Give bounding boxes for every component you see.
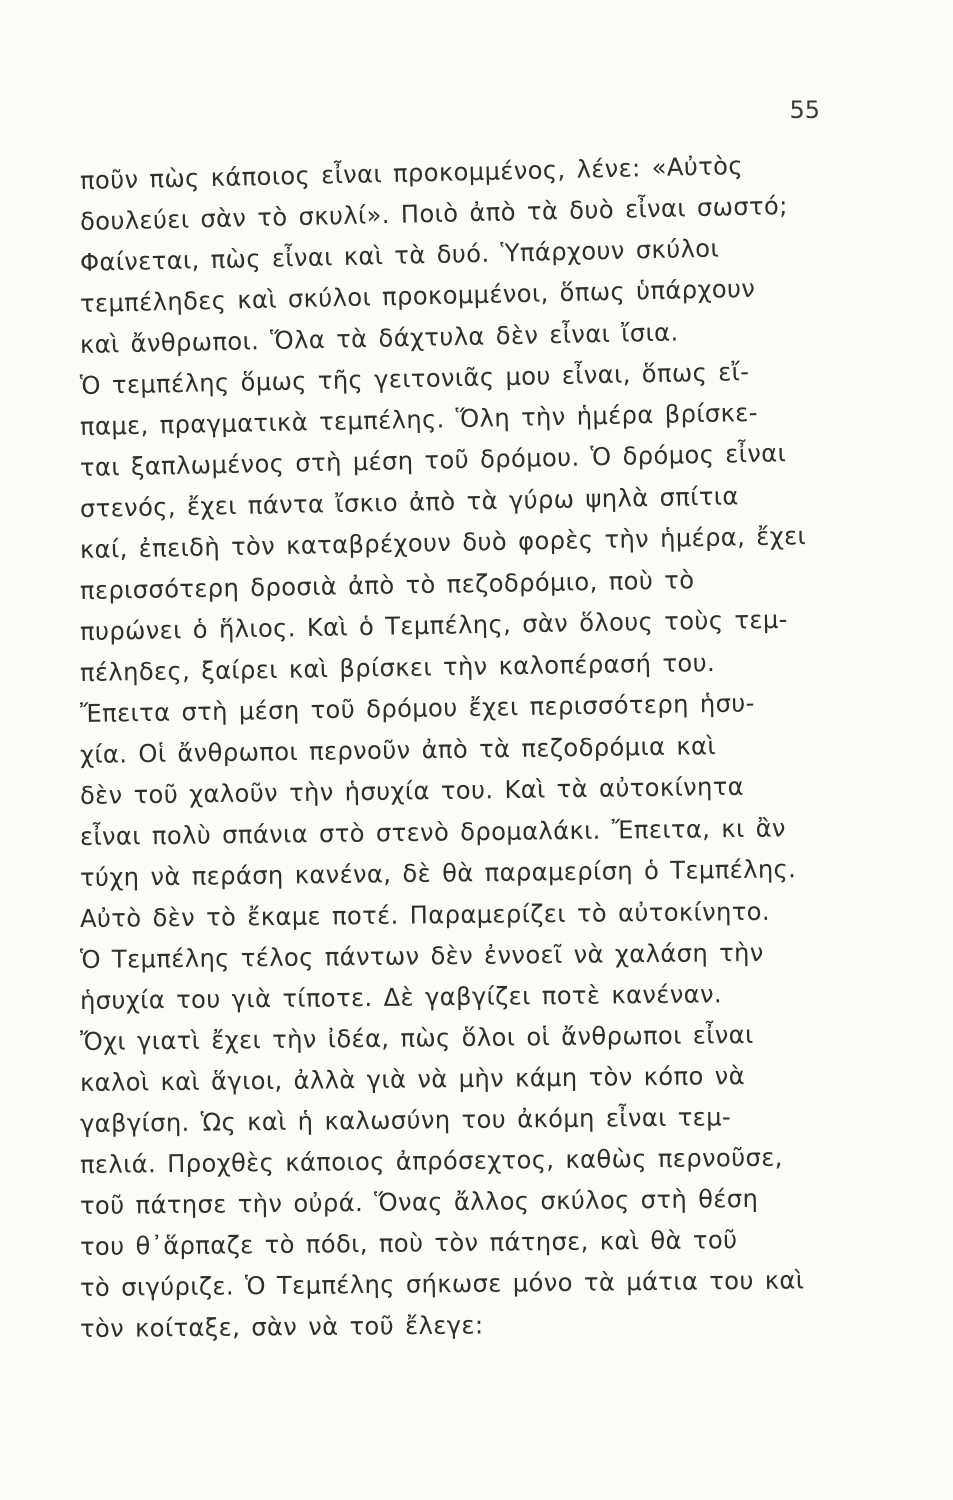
text-line: στενός, ἔχει πάντα ἴσκιο ἀπὸ τὰ γύρω ψηλὰ σπίτια (79, 481, 739, 523)
text-line: Ὁ τεμπέλης ὅμως τῆς γειτονιᾶς μου εἶναι, ὅπως εἴ- (79, 356, 750, 400)
text-line: περισσότερη δροσιὰ ἀπὸ τὸ πεζοδρόμιο, ποὺ τὸ (79, 565, 695, 605)
text-line: δουλεύει σὰν τὸ σκυλί». Ποιὸ ἀπὸ τὰ δυὸ εἶναι σωστό; (79, 190, 788, 236)
text-line: καί, ἐπειδὴ τὸν καταβρέχουν δυὸ φορὲς τὴν ἡμέρα, ἔχει (79, 521, 807, 564)
text-line: Φαίνεται, πὼς εἶναι καὶ τὰ δυό. Ὑπάρχουν σκύλοι (79, 233, 720, 277)
text-line: γαβγίση. Ὡς καὶ ἡ καλωσύνη του ἀκόμη εἶναι τεμ- (79, 1102, 732, 1138)
page-number: 55 (789, 96, 820, 124)
text-line: Ἔπειτα στὴ μέση τοῦ δρόμου ἔχει περισσότερη ἡσυ- (79, 688, 756, 728)
text-line: τεμπέληδες καὶ σκύλοι προκομμένοι, ὅπως ὑπάρχουν (79, 273, 756, 318)
text-line: Ὁ Τεμπέλης τέλος πάντων δὲν ἐννοεῖ νὰ χαλάση τὴν (79, 937, 764, 974)
text-line: χία. Οἱ ἄνθρωποι περνοῦν ἀπὸ τὰ πεζοδρόμια καὶ (79, 731, 717, 769)
text-line: Ὄχι γιατὶ ἔχει τὴν ἰδέα, πὼς ὅλοι οἱ ἄνθρωποι εἶναι (79, 1019, 754, 1056)
text-line: πέληδες, ξαίρει καὶ βρίσκει τὴν καλοπέρασή του. (79, 648, 716, 687)
text-line: Αὐτὸ δὲν τὸ ἔκαμε ποτέ. Παραμερίζει τὸ αὐτοκίνητο. (79, 896, 771, 933)
text-line: καλοὶ καὶ ἅγιοι, ἀλλὰ γιὰ νὰ μὴν κάμη τὸν κόπο νὰ (79, 1061, 746, 1097)
text-line: τὸν κοίταξε, σὰν νὰ τοῦ ἔλεγε: (79, 1310, 484, 1343)
body-text (79, 150, 860, 1349)
text-line: ποῦν πὼς κάποιος εἶναι προκομμένος, λένε: «Αὐτὸς (79, 150, 744, 195)
text-line: ται ξαπλωμένος στὴ μέση τοῦ δρόμου. Ὁ δρόμος εἶναι (79, 438, 787, 482)
text-line: παμε, πραγματικὰ τεμπέλης. Ὅλη τὴν ἡμέρα βρίσκε- (79, 397, 759, 441)
text-line: καὶ ἄνθρωποι. Ὅλα τὰ δάχτυλα δὲν εἶναι ἴσια. (79, 317, 679, 359)
text-line: τύχη νὰ περάση κανένα, δὲ θὰ παραμερίση ὁ Τεμπέλης. (79, 854, 797, 892)
text-line: δὲν τοῦ χαλοῦν τὴν ἡσυχία του. Καὶ τὰ αὐτοκίνητα (79, 771, 745, 810)
text-line: πυρώνει ὁ ἥλιος. Καὶ ὁ Τεμπέλης, σὰν ὅλους τοὺς τεμ- (79, 604, 788, 646)
text-line: τοῦ πάτησε τὴν οὐρά. Ὅνας ἄλλος σκύλος στὴ θέση (79, 1183, 759, 1220)
text-line: τὸ σιγύριζε. Ὁ Τεμπέλης σήκωσε μόνο τὰ μάτια του καὶ (79, 1265, 805, 1302)
text-line: εἶναι πολὺ σπάνια στὸ στενὸ δρομαλάκι. Ἔπειτα, κι ἂν (79, 813, 787, 851)
text-line: ἡσυχία του γιὰ τίποτε. Δὲ γαβγίζει ποτὲ κανέναν. (79, 979, 723, 1015)
text-line: του θ᾽ἅρπαζε τὸ πόδι, ποὺ τὸν πάτησε, καὶ θὰ τοῦ (79, 1225, 738, 1261)
text-line: πελιά. Προχθὲς κάποιος ἀπρόσεχτος, καθὼς περνοῦσε, (79, 1142, 783, 1179)
